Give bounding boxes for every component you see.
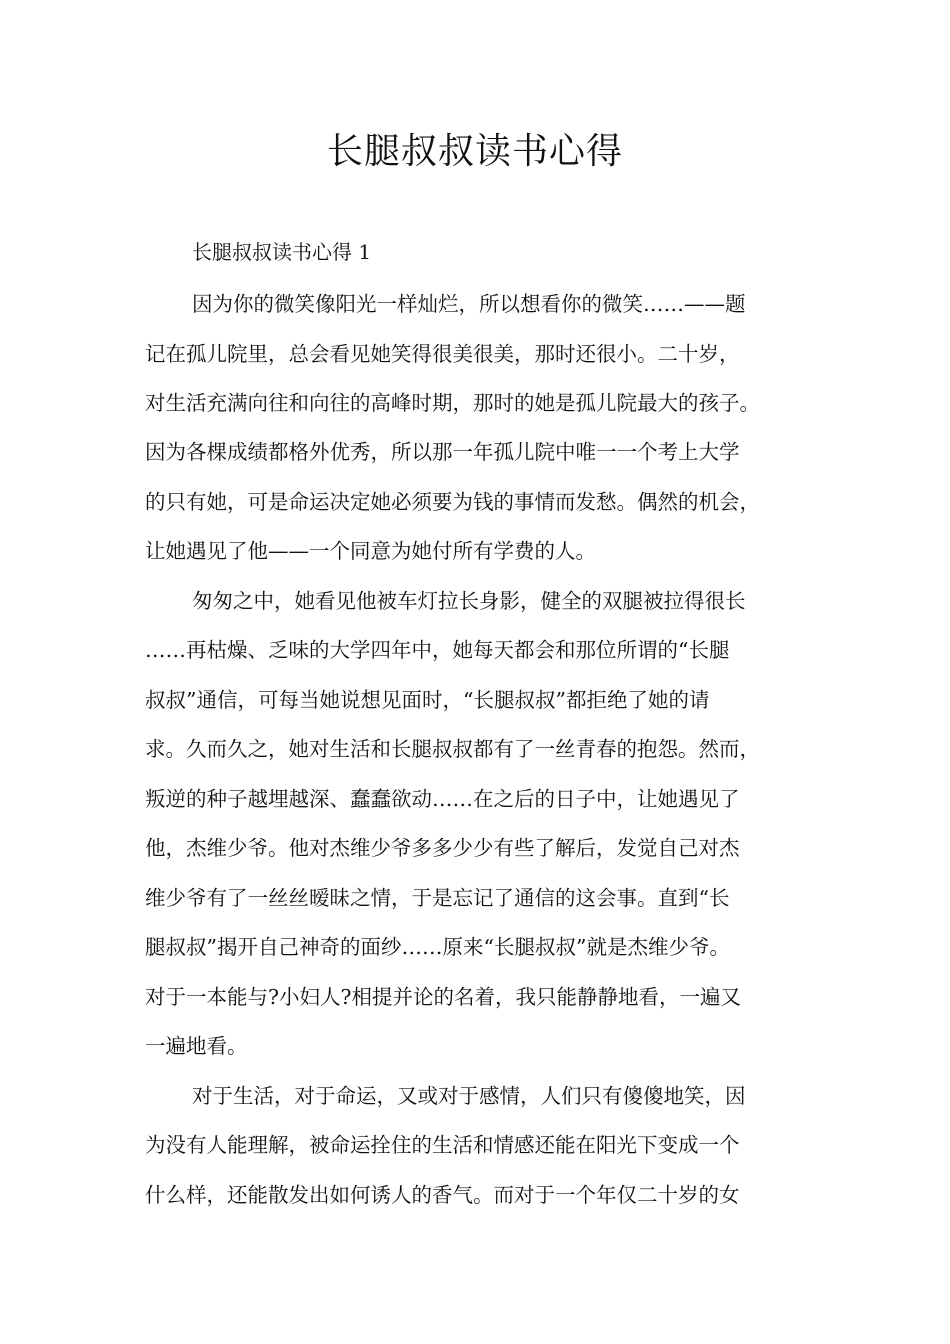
document-title: 长腿叔叔读书心得 <box>326 131 623 172</box>
text-line: 对于一本能与?小妇人?相提并论的名着，我只能静静地看，一遍又 <box>145 985 741 1009</box>
text-line: 因为你的微笑像阳光一样灿烂，所以想看你的微笑……——题 <box>192 292 746 316</box>
text-line: 腿叔叔”揭开自己神奇的面纱……原来“长腿叔叔”就是杰维少爷。 <box>145 935 730 959</box>
text-line: 的只有她，可是命运决定她必须要为钱的事情而发愁。偶然的机会， <box>145 490 760 514</box>
text-line: 对生活充满向往和向往的高峰时期，那时的她是孤儿院最大的孩子。 <box>145 391 760 415</box>
text-line: 匆匆之中，她看见他被车灯拉长身影，健全的双腿被拉得很长 <box>192 589 746 613</box>
text-line: 什么样，还能散发出如何诱人的香气。而对于一个年仅二十岁的女 <box>145 1183 740 1207</box>
text-line: 他，杰维少爷。他对杰维少爷多多少少有些了解后，发觉自己对杰 <box>145 836 740 860</box>
text-line: 为没有人能理解，被命运拴住的生活和情感还能在阳光下变成一个 <box>145 1133 740 1157</box>
text-line: 维少爷有了一丝丝暧昧之情，于是忘记了通信的这会事。直到“长 <box>145 886 730 910</box>
text-line: 一遍地看。 <box>145 1034 248 1058</box>
text-line: 叛逆的种子越埋越深、蠢蠢欲动……在之后的日子中，让她遇见了 <box>145 787 740 811</box>
section-subtitle: 长腿叔叔读书心得 1 <box>192 240 372 264</box>
text-line: 对于生活，对于命运，又或对于感情，人们只有傻傻地笑，因 <box>192 1084 746 1108</box>
text-line: 求。久而久之，她对生活和长腿叔叔都有了一丝青春的抱怨。然而， <box>145 737 760 761</box>
text-line: 因为各棵成绩都格外优秀，所以那一年孤儿院中唯一一个考上大学 <box>145 440 740 464</box>
text-line: ……再枯燥、乏味的大学四年中，她每天都会和那位所谓的“长腿 <box>145 638 730 662</box>
text-line: 叔叔”通信，可每当她说想见面时，“长腿叔叔”都拒绝了她的请 <box>145 688 710 712</box>
text-line: 让她遇见了他——一个同意为她付所有学费的人。 <box>145 539 596 563</box>
text-line: 记在孤儿院里，总会看见她笑得很美很美，那时还很小。二十岁， <box>145 342 740 366</box>
